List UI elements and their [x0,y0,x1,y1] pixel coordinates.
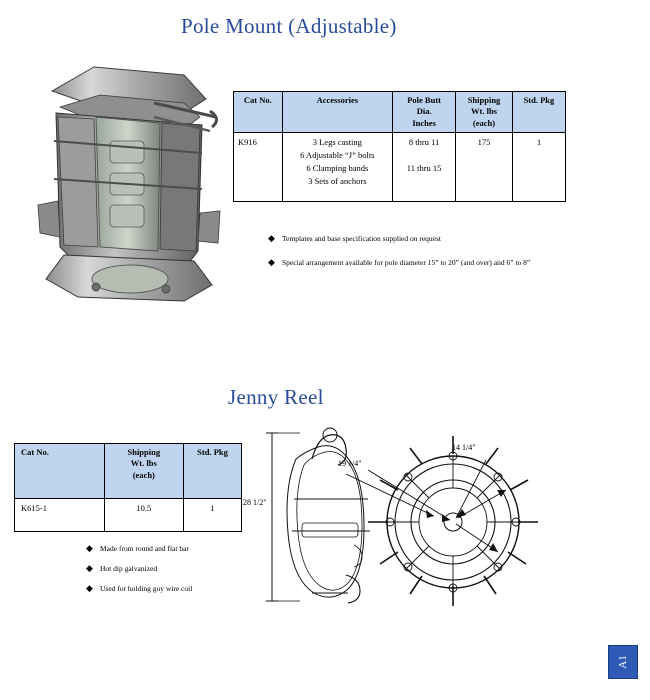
diamond-bullet-icon: ◆ [86,543,93,553]
pole-mount-photo [34,55,224,305]
pole-mount-spec-table [233,91,566,202]
header-shipping-line2: Wt. lbs [130,458,157,469]
page-number-label: A1 [617,655,629,669]
dimension-label-height: 28 1/2" [243,498,267,507]
header-cat-no: Cat No. [15,444,105,499]
note-jenny-3 [86,583,192,594]
diamond-bullet-icon: ◆ [268,257,275,267]
note-text: Special arrangement available for pole diameter 15” to 20” (and over) and 6” to 8” [282,258,531,267]
accessory-item: 6 Clamping bands [306,162,369,173]
page-title-jenny-reel: Jenny Reel [228,385,324,409]
header-std-pkg: Std. Pkg [184,444,242,499]
header-shipping-line1: Shipping [127,447,161,457]
header-shipping-line2: Wt. lbs [471,106,497,117]
note-jenny-2 [86,563,157,574]
cell-shipping-wt: 10.5 [104,499,184,532]
table-row [234,133,566,202]
header-pole-butt-line1: Pole Butt [407,95,441,105]
jenny-reel-ring-drawing [338,430,568,610]
page-number-badge [608,645,638,679]
header-shipping-line3: (each) [132,469,155,480]
header-pole-butt-line3: Inches [412,117,436,128]
header-shipping-wt [104,444,184,499]
cell-cat-no: K615-1 [15,499,105,532]
header-shipping-wt [456,92,513,133]
cell-shipping-wt: 175 [456,133,513,202]
dimension-label-outer-diameter: 14 1/4" [452,443,476,452]
pole-dia-value: 11 thru 15 [406,162,442,173]
cell-cat-no: K916 [234,133,283,202]
pole-dia-spacer [397,149,451,162]
table-header-row [234,92,566,133]
note-pole-1 [268,233,441,244]
table-header-row [15,444,242,499]
page-title-pole-mount: Pole Mount (Adjustable) [181,14,397,38]
note-pole-2 [268,257,530,268]
diamond-bullet-icon: ◆ [268,233,275,243]
accessory-item: 3 Legs casting [312,137,362,148]
pole-dia-value: 8 thru 11 [408,137,440,148]
accessory-item: 6 Adjustable “J” bolts [300,150,375,161]
header-shipping-line3: (each) [472,117,496,128]
note-text: Used for holding guy wire coil [100,584,193,593]
header-pole-butt-dia [393,92,456,133]
cell-pole-butt-dia [393,133,456,202]
note-text: Hot dip galvanized [100,564,158,573]
jenny-reel-spec-table [14,443,242,532]
cell-std-pkg: 1 [512,133,565,202]
cell-std-pkg: 1 [184,499,242,532]
diamond-bullet-icon: ◆ [86,583,93,593]
note-text: Templates and base specification supplied on request [282,234,442,243]
dimension-label-inner-diameter: 19 1/4" [338,459,362,468]
table-row [15,499,242,532]
diamond-bullet-icon: ◆ [86,563,93,573]
note-text: Made from round and flat bar [100,544,189,553]
cell-accessories [282,133,393,202]
note-jenny-1 [86,543,189,554]
header-std-pkg: Std. Pkg [512,92,565,133]
accessory-item: 3 Sets of anchors [308,175,367,186]
header-pole-butt-line2: Dia. [416,106,432,117]
header-accessories: Accessories [282,92,393,133]
header-shipping-line1: Shipping [467,95,501,105]
header-cat-no: Cat No. [234,92,283,133]
